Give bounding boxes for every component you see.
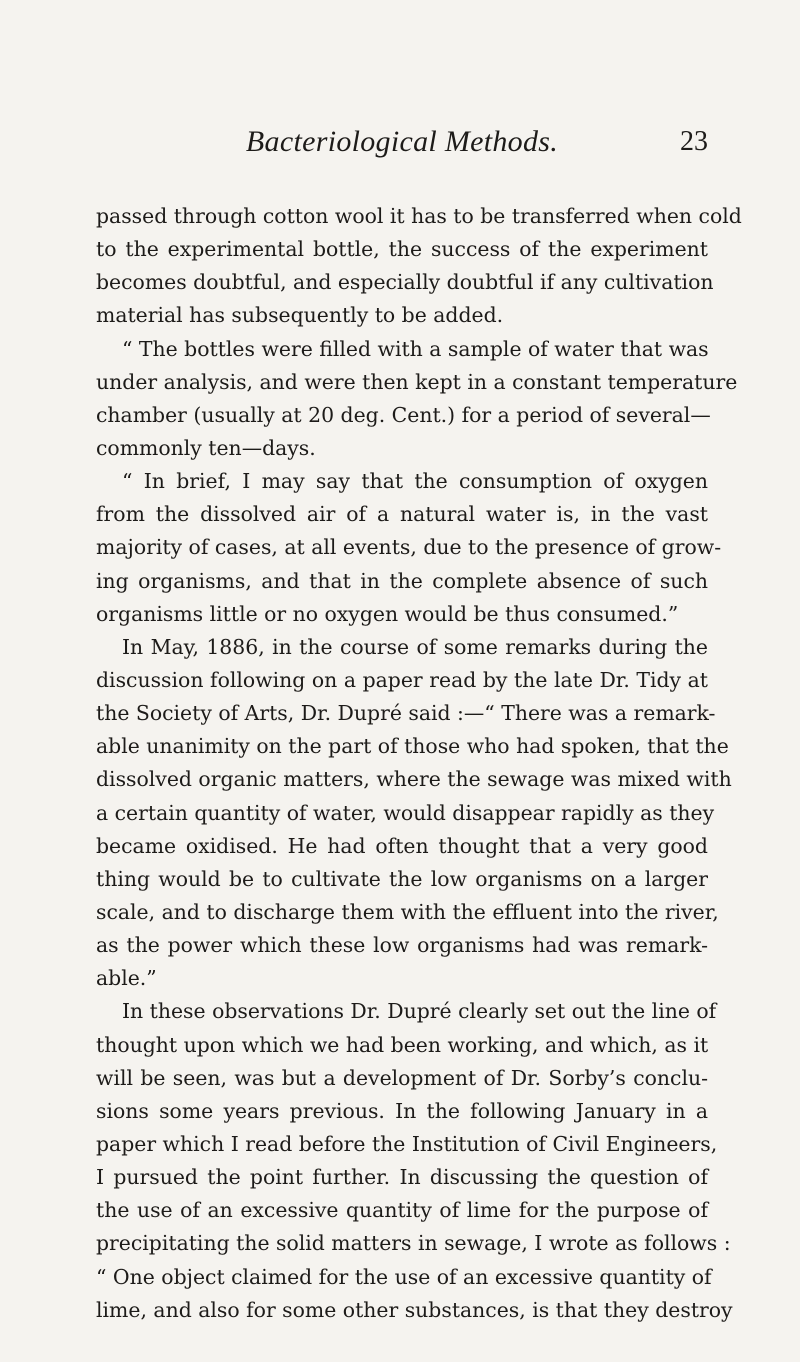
page-number: 23 (680, 126, 708, 157)
text-line: paper which I read before the Institution of Civil Engineers, (96, 1131, 718, 1156)
text-line: will be seen, was but a development of Dr. Sorby’s conclu- (96, 1065, 708, 1090)
text-line: thought upon which we had been working, and which, as it (96, 1032, 709, 1057)
text-line: able unanimity on the part of those who had spoken, that the (96, 734, 729, 759)
text-line: a certain quantity of water, would disappear rapidly as they (96, 800, 715, 825)
text-line: chamber (usually at 20 deg. Cent.) for a period of several— (96, 402, 711, 427)
text-line: under analysis, and were then kept in a constant temperature (96, 369, 738, 394)
text-line: “ In brief, I may say that the consumption of oxygen (122, 469, 708, 494)
text-line: ing organisms, and that in the complete absence of such (96, 568, 708, 593)
text-line: passed through cotton wool it has to be transferred when cold (96, 204, 742, 228)
text-line: able.” (96, 966, 157, 991)
text-line: “ The bottles were filled with a sample of water that was (122, 336, 709, 361)
text-line: discussion following on a paper read by the late Dr. Tidy at (96, 667, 708, 692)
text-line: scale, and to discharge them with the effluent into the river, (96, 899, 719, 924)
running-head (96, 124, 708, 164)
text-line: the Society of Arts, Dr. Dupré said :—“ There was a remark- (96, 701, 716, 726)
text-line: to the experimental bottle, the success of the experiment (96, 237, 708, 262)
text-line: became oxidised. He had often thought that a very good (96, 833, 708, 858)
text-line: “ One object claimed for the use of an excessive quantity of (96, 1264, 712, 1289)
text-line: In these observations Dr. Dupré clearly set out the line of (122, 999, 717, 1024)
text-line: becomes doubtful, and especially doubtful if any cultivation (96, 270, 714, 295)
text-line: organisms little or no oxygen would be thus consumed.” (96, 601, 679, 626)
text-line: the use of an excessive quantity of lime for the purpose of (96, 1198, 708, 1223)
text-line: commonly ten—days. (96, 435, 316, 460)
text-line: In May, 1886, in the course of some remarks during the (122, 634, 708, 659)
text-line: sions some years previous. In the following January in a (96, 1098, 708, 1123)
text-line: thing would be to cultivate the low organisms on a larger (96, 866, 708, 891)
text-line: as the power which these low organisms had was remark- (96, 933, 708, 958)
text-line: dissolved organic matters, where the sewage was mixed with (96, 767, 732, 792)
body-text (96, 200, 742, 1327)
text-line: material has subsequently to be added. (96, 303, 504, 328)
text-line: I pursued the point further. In discussing the question of (96, 1165, 708, 1190)
text-line: majority of cases, at all events, due to the presence of grow- (96, 535, 722, 560)
text-line: lime, and also for some other substances, is that they destroy (96, 1297, 733, 1322)
running-title: Bacteriological Methods. (245, 125, 559, 158)
text-line: from the dissolved air of a natural water is, in the vast (96, 502, 708, 527)
text-line: precipitating the solid matters in sewage, I wrote as follows : (96, 1231, 731, 1256)
